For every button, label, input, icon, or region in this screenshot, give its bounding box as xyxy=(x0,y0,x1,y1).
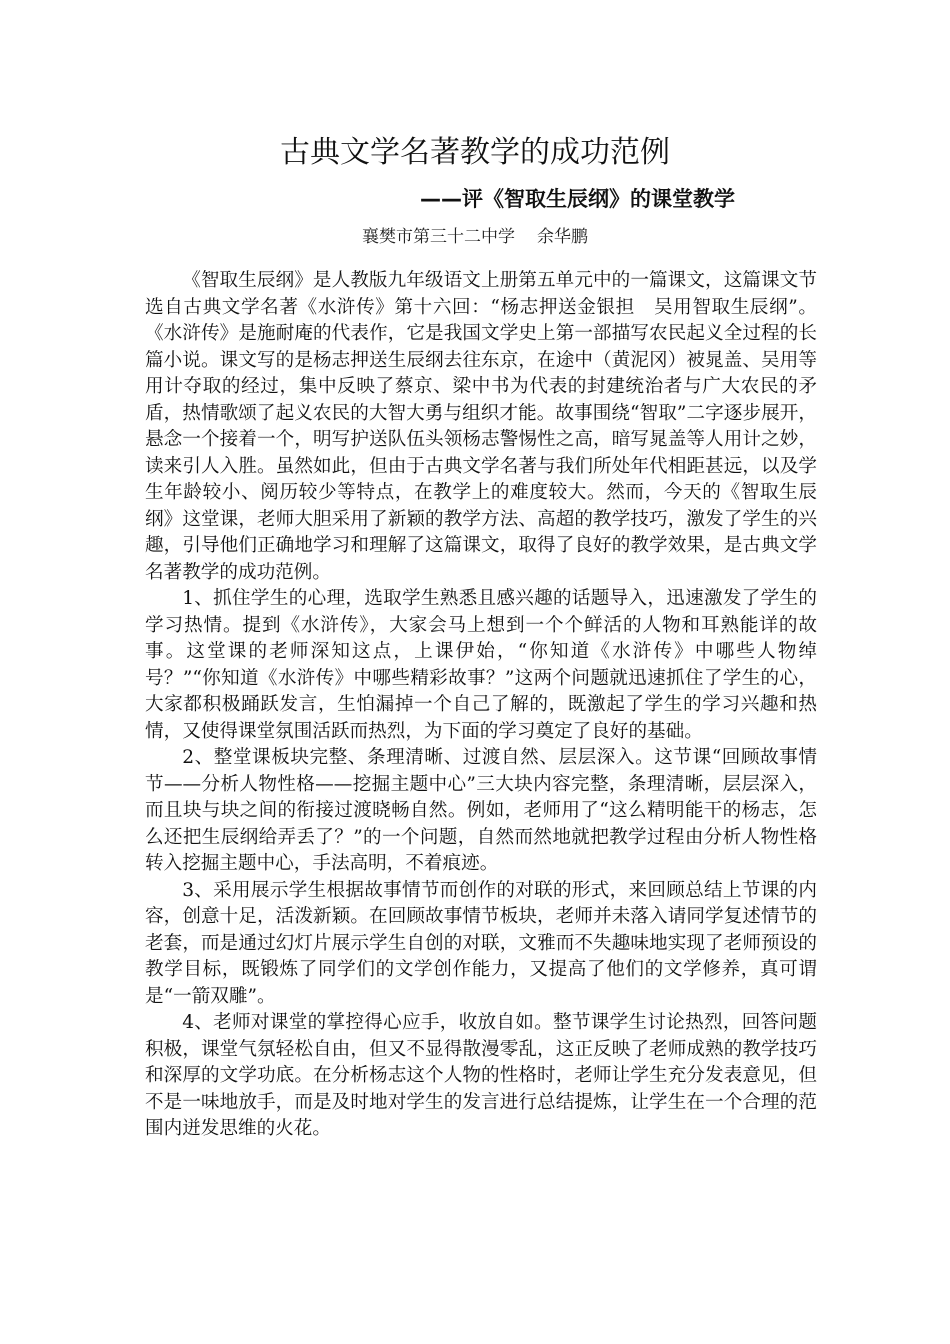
author-school: 襄樊市第三十二中学 xyxy=(362,227,515,247)
document-subtitle: ——评《智取生辰纲》的课堂教学 xyxy=(420,187,735,211)
paragraph-intro: 《智取生辰纲》是人教版九年级语文上册第五单元中的一篇课文，这篇课文节选自古典文学名著《水浒传》第十六回：“杨志押送金银担 吴用智取生辰纲”。《水浒传》是施耐庵的代表作，它是我国文学史上第一部描写农民起义全过程的长篇小说。课文写的是杨志押送生辰纲去往东京，在途中（黄泥冈）被晁盖、吴用等用计夺取的经过，集中反映了蔡京、梁中书为代表的封建统治者与广大农民的矛盾，热情歌颂了起义农民的大智大勇与组织才能。故事围绕“智取”二字逐步展开，悬念一个接着一个，明写护送队伍头领杨志警惕性之高，暗写晁盖等人用计之妙，读来引人入胜。虽然如此，但由于古典文学名著与我们所处年代相距甚远，以及学生年龄较小、阅历较少等特点，在教学上的难度较大。然而，今天的《智取生辰纲》这堂课，老师大胆采用了新颖的教学方法、高超的教学技巧，激发了学生的兴趣，引导他们正确地学习和理解了这篇课文，取得了良好的教学效果，是古典文学名著教学的成功范例。 xyxy=(145,270,817,583)
paragraph-point-2: 2、整堂课板块完整、条理清晰、过渡自然、层层深入。这节课“回顾故事情节——分析人物性格——挖掘主题中心”三大块内容完整，条理清晰，层层深入，而且块与块之间的衔接过渡晓畅自然。例如，老师用了“这么精明能干的杨志，怎么还把生辰纲给弄丢了？”的一个问题，自然而然地就把教学过程由分析人物性格转入挖掘主题中心，手法高明，不着痕迹。 xyxy=(145,747,817,874)
document-title: 古典文学名著教学的成功范例 xyxy=(280,135,670,170)
author-line xyxy=(0,224,950,250)
author-name: 余华鹏 xyxy=(537,227,588,247)
paragraph-point-3: 3、采用展示学生根据故事情节而创作的对联的形式，来回顾总结上节课的内容，创意十足，活泼新颖。在回顾故事情节板块，老师并未落入请同学复述情节的老套，而是通过幻灯片展示学生自创的对联，文雅而不失趣味地实现了老师预设的教学目标，既锻炼了同学们的文学创作能力，又提高了他们的文学修养，真可谓是“一箭双雕”。 xyxy=(145,879,817,1007)
article-body xyxy=(145,268,817,1143)
paragraph-point-4: 4、老师对课堂的掌控得心应手，收放自如。整节课学生讨论热烈，回答问题积极，课堂气氛轻松自由，但又不显得散漫零乱，这正反映了老师成熟的教学技巧和深厚的文学功底。在分析杨志这个人物的性格时，老师让学生充分发表意见，但不是一味地放手，而是及时地对学生的发言进行总结提炼，让学生在一个合理的范围内迸发思维的火花。 xyxy=(145,1012,817,1139)
paragraph-point-1: 1、抓住学生的心理，选取学生熟悉且感兴趣的话题导入，迅速激发了学生的学习热情。提到《水浒传》，大家会马上想到一个个鲜活的人物和耳熟能详的故事。这堂课的老师深知这点，上课伊始，“你知道《水浒传》中哪些人物绰号？”“你知道《水浒传》中哪些精彩故事？”这两个问题就迅速抓住了学生的心，大家都积极踊跃发言，生怕漏掉一个自己了解的，既激起了学生的学习兴趣和热情，又使得课堂氛围活跃而热烈，为下面的学习奠定了良好的基础。 xyxy=(145,588,817,742)
